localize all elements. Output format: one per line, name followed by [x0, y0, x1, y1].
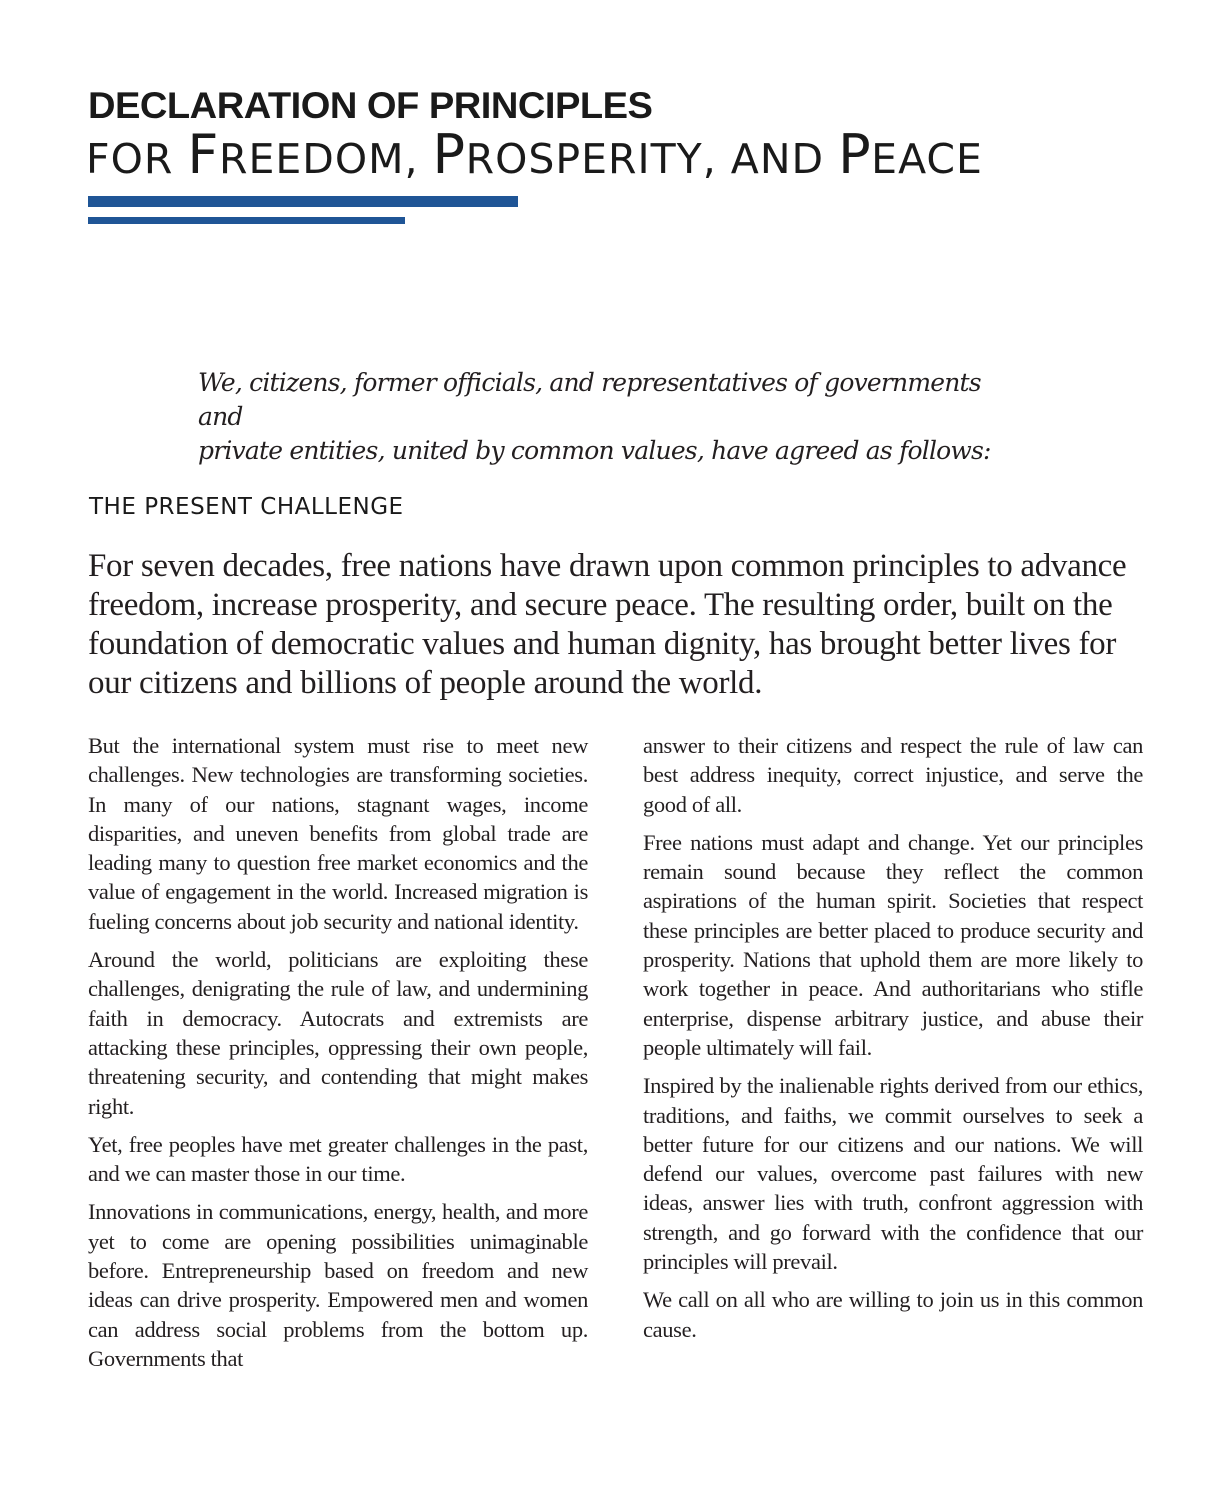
section-heading: THE PRESENT CHALLENGE: [89, 494, 404, 520]
body-paragraph: Yet, free peoples have met greater challenges in the past, and we can master those in our time.: [88, 1131, 588, 1187]
title-rule-long: [88, 196, 518, 207]
subtitle-part: P: [838, 123, 872, 186]
subtitle-part: EACE: [871, 135, 983, 183]
subtitle-part: F: [86, 135, 111, 183]
subtitle-part: REEDOM,: [218, 135, 433, 183]
preamble: [198, 366, 1018, 468]
right-column: [643, 731, 1143, 1353]
title-rule-short: [88, 217, 405, 224]
body-paragraph: Innovations in communications, energy, health, and more yet to come are opening possibilities unimaginable before. Entrepreneurship based on freedom and new ideas can drive prosperity. Empowered men and women can address social problems from the bottom up. Governments that: [88, 1199, 588, 1371]
body-paragraph: We call on all who are willing to join us in this common cause.: [643, 1287, 1143, 1342]
preamble-line: private entities, united by common values, have agreed as follows:: [198, 436, 991, 465]
body-paragraph: answer to their citizens and respect the rule of law can best address inequity, correct injustice, and serve the good of all.: [643, 733, 1143, 817]
body-paragraph: Inspired by the inalienable rights derived from our ethics, traditions, and faiths, we commit ourselves to seek a better future for our citizens and our nations. We will defend our values, overcome past failures with new ideas, answer lies with truth, confront aggression with strength, and go forward with the confidence that our principles will prevail.: [643, 1073, 1143, 1275]
body-paragraph: Around the world, politicians are exploiting these challenges, denigrating the rule of law, and undermining faith in democracy. Autocrats and extremists are attacking these principles, oppressing their own people, threatening security, and contending that might makes right.: [88, 947, 588, 1119]
subtitle-part: F: [187, 123, 219, 186]
body-paragraph: Free nations must adapt and change. Yet our principles remain sound because they reflect the common aspirations of the human spirit. Societies that respect these principles are better placed to produce security and prosperity. Nations that uphold them are more likely to work together in peace. And authoritarians who stifle enterprise, dispense arbitrary justice, and abuse their people ultimately will fail.: [643, 829, 1143, 1060]
subtitle-part: P: [432, 123, 466, 186]
document-title: DECLARATION OF PRINCIPLES: [88, 85, 653, 126]
subtitle-part: ROSPERITY, AND: [465, 135, 839, 183]
document-subtitle: [86, 124, 983, 190]
body-paragraph: But the international system must rise to meet new challenges. New technologies are transforming societies. In many of our nations, stagnant wages, income disparities, and uneven benefits from global trade are leading many to question free market economics and the value of engagement in the world. Increased migration is fueling concerns about job security and national identity.: [88, 733, 588, 934]
left-column: [88, 731, 588, 1382]
lead-paragraph: For seven decades, free nations have drawn upon common principles to advance freedom, increase prosperity, and secure peace. The resulting order, built on the foundation of democratic values and human dignity, has brought better lives for our citizens and billions of people around the world.: [88, 548, 1127, 701]
preamble-line: We, citizens, former officials, and representatives of governments and: [198, 368, 981, 431]
subtitle-part: OR: [110, 135, 188, 183]
